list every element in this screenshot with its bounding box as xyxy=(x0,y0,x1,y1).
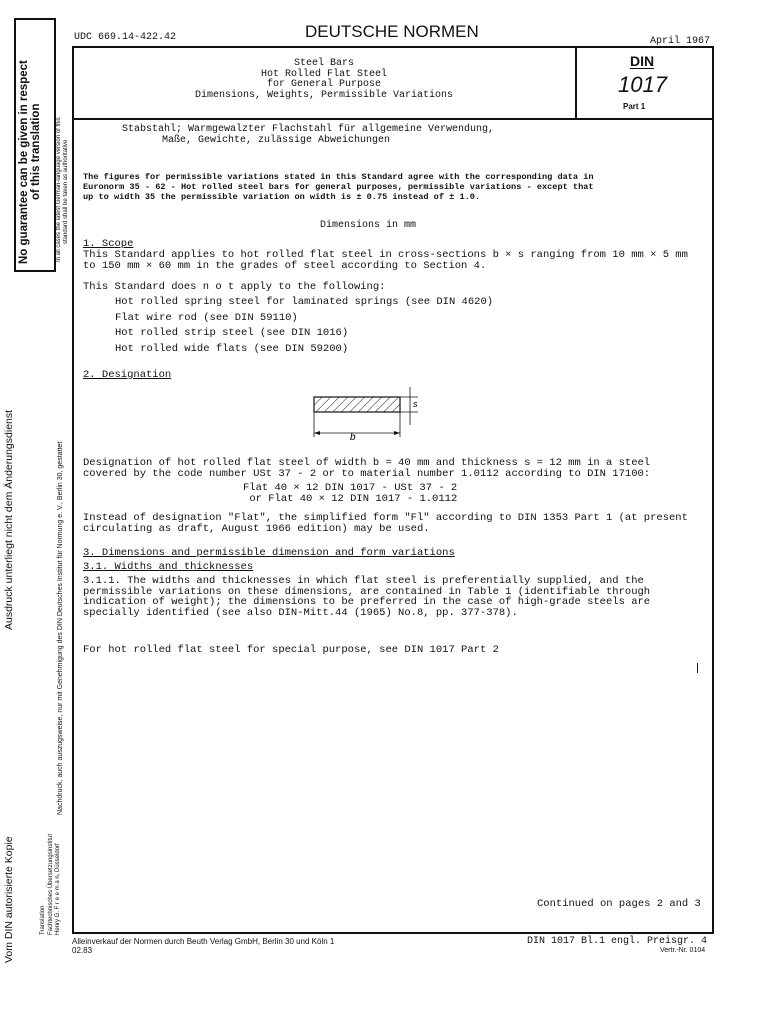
part-number: Part 1 xyxy=(623,102,646,111)
thickness-symbol: s xyxy=(413,399,418,409)
widths-line-3: indication of weight); the dimensions to be preferred in the case of high-grade steels are xyxy=(83,596,651,608)
translation-institute: Fachtechnisches Übersetzungsinstitut xyxy=(47,833,54,935)
footer-left xyxy=(72,937,334,955)
guarantee-box xyxy=(14,18,56,272)
widths-line-2: permissible variations on these dimensions, are contained in Table 1 (identifiable through xyxy=(83,585,651,598)
note-line-1: The figures for permissible variations stated in this Standard agree with the corresponding data in xyxy=(83,172,594,182)
scope-line-2: to 150 mm × 60 mm in the grades of steel according to Section 4. xyxy=(83,260,487,272)
authoritative-note xyxy=(56,117,70,262)
title-divider-horizontal xyxy=(72,118,712,120)
designation-line-2: covered by the code number USt 37 - 2 or to material number 1.0112 according to DIN 17100: xyxy=(83,468,651,480)
scope-line-1: This Standard applies to hot rolled flat steel in cross-sections b × s ranging from 10 mm × 5 mm xyxy=(83,249,688,261)
section-2-heading: 2. Designation xyxy=(83,369,172,381)
title-line-3: for General Purpose xyxy=(266,79,382,90)
din-label: DIN xyxy=(630,53,655,69)
designation-example-1: Flat 40 × 12 DIN 1017 - USt 37 - 2 xyxy=(243,482,458,494)
authoritative-line-1: In all cases the latest German-language version of this xyxy=(56,117,62,262)
list-item: Hot rolled spring steel for laminated springs (see DIN 4620) xyxy=(115,296,494,308)
widths-line-4: specially identified (see also DIN-Mitt.44 (1965) No.8, pp. 377-378). xyxy=(83,606,518,619)
continued-note: Continued on pages 2 and 3 xyxy=(537,898,701,910)
list-item: Flat wire rod (see DIN 59110) xyxy=(115,311,298,324)
note-line-3: up to width 35 the permissible variation on width is ± 0.75 instead of ± 1.0. xyxy=(83,192,481,202)
guarantee-line-1: No guarantee can be given in respect xyxy=(18,60,30,264)
list-item: Hot rolled wide flats (see DIN 59200) xyxy=(115,342,349,355)
publisher-note: Alleinverkauf der Normen durch Beuth Verlag GmbH, Berlin 30 und Köln 1 xyxy=(72,937,335,946)
print-date: 02.83 xyxy=(72,946,93,955)
issue-date: April 1967 xyxy=(650,36,711,47)
margin-mark xyxy=(697,663,698,673)
din-number: 1017 xyxy=(618,72,667,97)
simplified-form-text xyxy=(83,513,688,535)
designation-example-2: or Flat 40 × 12 DIN 1017 - 1.0112 xyxy=(249,492,458,505)
reprint-notice: Nachdruck, auch auszugsweise, nur mit Genehmigung des DIN Deutsches Institut für Normung e. V., Berlin 30, gestattet xyxy=(57,441,64,815)
simplified-line-2: circulating as draft, August 1966 edition) may be used. xyxy=(83,523,430,535)
footer-reference: DIN 1017 Bl.1 engl. Preisgr. 4 xyxy=(527,936,708,947)
list-item: Hot rolled strip steel (see DIN 1016) xyxy=(115,327,349,339)
title-line-1: Steel Bars xyxy=(293,58,354,69)
designation-text xyxy=(83,458,650,480)
special-purpose-reference: For hot rolled flat steel for special purpose, see DIN 1017 Part 2 xyxy=(83,644,499,656)
translator-name: Henry G. F r e e m a n, Düsseldorf xyxy=(55,843,61,935)
section-3-1-1-text xyxy=(83,576,650,618)
title-line-2: Hot Rolled Flat Steel xyxy=(260,68,388,80)
guarantee-line-2: of this translation xyxy=(30,103,42,200)
euronorm-note xyxy=(83,172,594,202)
width-symbol: b xyxy=(350,432,356,443)
authorized-copy-stamp: Vom DIN autorisierte Kopie xyxy=(3,836,15,963)
designation-examples xyxy=(243,483,457,504)
translation-label: Translation xyxy=(40,905,46,935)
section-3-heading: 3. Dimensions and permissible dimension and form variations xyxy=(83,547,455,559)
designation-line-1: Designation of hot rolled flat steel of width b = 40 mm and thickness s = 12 mm in a steel xyxy=(83,457,651,469)
german-title-line-1: Stabstahl; Warmgewalzter Flachstahl für allgemeine Verwendung, xyxy=(122,124,495,135)
german-title xyxy=(122,124,494,146)
contract-number: Vertr.-Nr. 0104 xyxy=(660,947,706,954)
title-divider-vertical xyxy=(575,46,577,118)
exclusion-list xyxy=(115,295,493,357)
authoritative-line-2: standard shall be taken as authoritative xyxy=(63,139,69,244)
not-apply-text: This Standard does n o t apply to the following: xyxy=(83,281,386,293)
title-line-4: Dimensions, Weights, Permissible Variations xyxy=(194,89,454,101)
dimensions-unit-note: Dimensions in mm xyxy=(320,220,417,231)
cross-section-figure xyxy=(300,385,430,445)
simplified-line-1: Instead of designation "Flat", the simplified form "Fl" according to DIN 1353 Part 1 (at present xyxy=(83,512,688,524)
widths-line-1: 3.1.1. The widths and thicknesses in which flat steel is preferentially supplied, and the xyxy=(83,575,644,587)
section-3-1-heading: 3.1. Widths and thicknesses xyxy=(83,561,254,573)
title-block xyxy=(74,59,574,101)
section-1-text xyxy=(83,250,688,272)
note-line-2: Euronorm 35 - 62 - Hot rolled steel bars for general purposes, permissible variations - except that xyxy=(83,182,594,192)
document-series-title: DEUTSCHE NORMEN xyxy=(305,22,479,41)
udc-number: UDC 669.14-422.42 xyxy=(74,32,177,43)
flat-steel-section xyxy=(314,397,400,412)
german-title-line-2: Maße, Gewichte, zulässige Abweichungen xyxy=(162,135,391,146)
translation-credit xyxy=(40,834,63,935)
change-service-stamp: Ausdruck unterliegt nicht dem Änderungsdienst xyxy=(3,409,15,630)
section-1-heading: 1. Scope xyxy=(83,238,134,250)
